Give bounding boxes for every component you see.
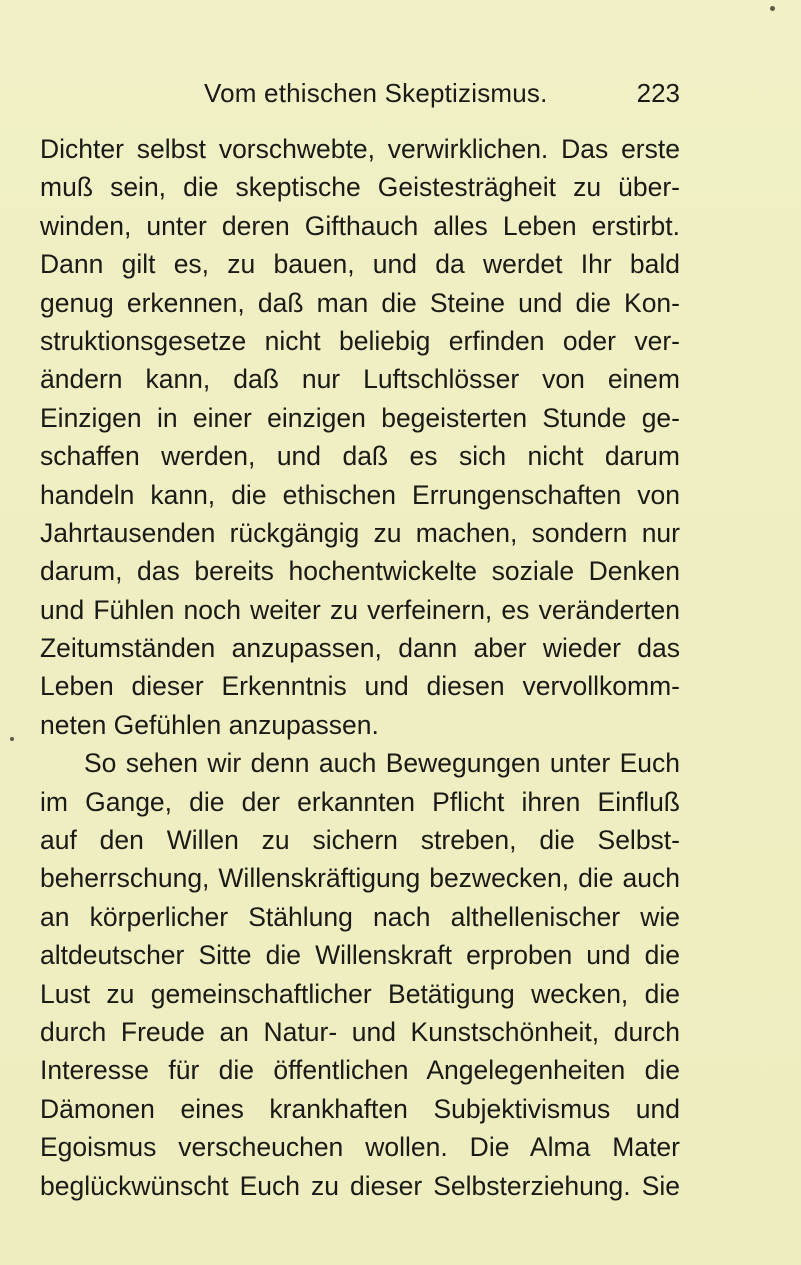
text-line: Dann gilt es, zu bauen, und da werdet Ihr bald xyxy=(40,249,680,280)
text-line: muß sein, die skeptische Geistesträgheit zu über- xyxy=(40,172,680,203)
paragraph-last-line: neten Gefühlen anzupassen. xyxy=(40,709,379,740)
text-line: Zeitumständen anzupassen, dann aber wieder das xyxy=(40,633,680,664)
text-line: altdeutscher Sitte die Willenskraft erproben und die xyxy=(40,940,680,971)
text-line: winden, unter deren Gifthauch alles Leben erstirbt. xyxy=(40,210,680,241)
running-title: Vom ethischen Skeptizismus. xyxy=(204,78,548,108)
text-line: Dämonen eines krankhaften Subjektivismus und xyxy=(40,1093,680,1124)
text-line: beglückwünscht Euch zu dieser Selbsterziehung. Sie xyxy=(40,1170,680,1201)
text-line: Interesse für die öffentlichen Angelegenheiten die xyxy=(40,1055,680,1086)
text-line: und Fühlen noch weiter zu verfeinern, es veränderten xyxy=(40,594,680,625)
text-line: auf den Willen zu sichern streben, die Selbst- xyxy=(40,825,680,856)
text-line: Dichter selbst vorschwebte, verwirklichen. Das erste xyxy=(40,134,680,164)
text-line: Lust zu gemeinschaftlicher Betätigung wecken, die xyxy=(40,978,680,1009)
text-line: genug erkennen, daß man die Steine und die Kon- xyxy=(40,287,680,318)
text-line: Jahrtausenden rückgängig zu machen, sondern nur xyxy=(40,517,680,548)
text-line: schaffen werden, und daß es sich nicht darum xyxy=(40,441,680,472)
text-line: Egoismus verscheuchen wollen. Die Alma Mater xyxy=(40,1132,680,1163)
text-line: beherrschung, Willenskräftigung bezwecken, die auch xyxy=(40,863,680,894)
paper-speck xyxy=(770,6,775,11)
text-line: Leben dieser Erkenntnis und diesen vervollkomm- xyxy=(40,671,680,702)
text-line: Einzigen in einer einzigen begeisterten Stunde ge- xyxy=(40,402,680,433)
paper-speck xyxy=(10,737,14,741)
text-line: ändern kann, daß nur Luftschlösser von einem xyxy=(40,364,680,395)
paragraph-first-line: So sehen wir denn auch Bewegungen unter Euch xyxy=(84,748,680,779)
page-number: 223 xyxy=(636,78,680,108)
text-line: an körperlicher Stählung nach althellenischer wie xyxy=(40,901,680,932)
text-line: durch Freude an Natur- und Kunstschönheit, durch xyxy=(40,1016,680,1047)
text-line: handeln kann, die ethischen Errungenschaften von xyxy=(40,479,680,510)
page-header xyxy=(40,78,680,118)
text-line: im Gange, die der erkannten Pflicht ihren Einfluß xyxy=(40,786,680,817)
text-line: darum, das bereits hochentwickelte soziale Denken xyxy=(40,556,680,587)
body-text xyxy=(40,130,680,1205)
text-line: struktionsgesetze nicht beliebig erfinden oder ver- xyxy=(40,325,680,356)
